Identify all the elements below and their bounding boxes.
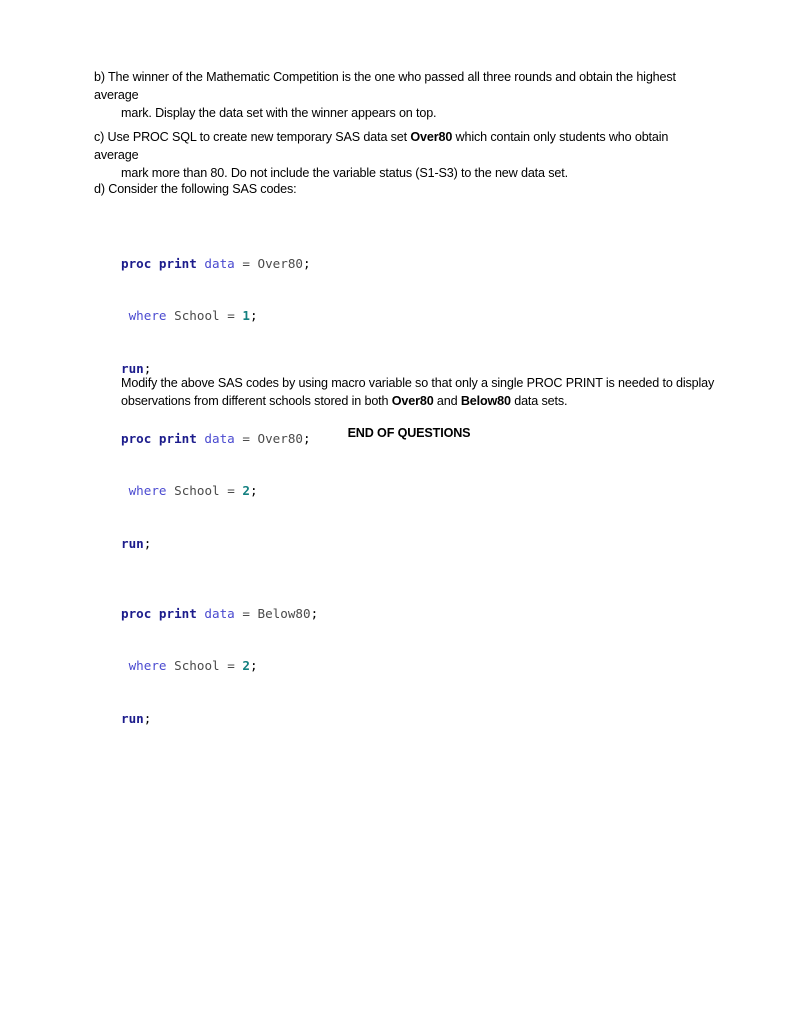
- code-where-keyword: where: [128, 308, 167, 323]
- code-data-option: data: [204, 255, 235, 271]
- code-line-run: [121, 535, 318, 553]
- code-equals: =: [234, 605, 258, 621]
- code-data-option: data: [204, 430, 235, 446]
- code-semicolon: ;: [249, 483, 258, 498]
- code-school-variable: School: [174, 308, 220, 323]
- code-proc-keyword: proc print: [121, 605, 197, 621]
- code-semicolon: ;: [310, 605, 319, 621]
- question-b-line2: mark. Display the data set with the winner appears on top.: [121, 106, 437, 120]
- code-line-proc-print: [121, 605, 318, 623]
- code-dataset-name: Over80: [257, 430, 304, 446]
- code-line-where: [121, 307, 318, 325]
- code-equals: =: [219, 483, 243, 498]
- modify-instruction: [121, 374, 721, 410]
- code-run-keyword: run: [121, 360, 144, 376]
- code-dataset-name: Below80: [257, 605, 311, 621]
- code-where-keyword: where: [128, 658, 167, 673]
- code-semicolon: ;: [143, 535, 152, 551]
- question-c-dataset-name: Over80: [410, 130, 453, 144]
- modify-dataset-over80: Over80: [391, 394, 434, 408]
- code-line-where: [121, 482, 318, 500]
- question-d: [94, 180, 704, 198]
- code-semicolon: ;: [303, 430, 311, 446]
- end-of-questions: END OF QUESTIONS: [347, 426, 471, 440]
- code-equals: =: [219, 308, 243, 323]
- code-line-proc-print: [121, 255, 318, 273]
- code-equals: =: [234, 255, 258, 271]
- code-data-option: data: [204, 605, 235, 621]
- code-school-variable: School: [174, 483, 220, 498]
- code-line-where: [121, 657, 318, 675]
- code-semicolon: ;: [303, 255, 311, 271]
- modify-dataset-below80: Below80: [460, 394, 511, 408]
- question-d-intro: d) Consider the following SAS codes:: [94, 182, 297, 196]
- code-line-run: [121, 710, 318, 728]
- code-where-keyword: where: [128, 483, 167, 498]
- modify-text-mid: and: [433, 394, 461, 408]
- code-school-number: 2: [242, 483, 250, 498]
- question-b-line1: b) The winner of the Mathematic Competition is the one who passed all three rounds and obtain the highest average: [94, 70, 676, 102]
- code-semicolon: ;: [143, 360, 152, 376]
- code-school-number: 1: [242, 308, 250, 323]
- code-semicolon: ;: [249, 658, 258, 673]
- code-school-variable: School: [174, 658, 220, 673]
- sas-code-block: [121, 202, 318, 762]
- question-c-line1-pre: c) Use PROC SQL to create new temporary SAS data set: [94, 130, 411, 144]
- code-semicolon: ;: [143, 710, 152, 726]
- question-b: [94, 68, 704, 122]
- code-equals: =: [234, 430, 258, 446]
- code-equals: =: [219, 658, 243, 673]
- question-c-line2: mark more than 80. Do not include the variable status (S1-S3) to the new data set.: [121, 166, 568, 180]
- modify-text-pre: Modify the above SAS codes by using macro variable so that only a single PROC PRINT is needed to display observations from different schools stored in both: [121, 376, 715, 408]
- code-run-keyword: run: [121, 710, 144, 726]
- modify-text-post: data sets.: [510, 394, 568, 408]
- code-school-number: 2: [242, 658, 250, 673]
- code-proc-keyword: proc print: [121, 430, 197, 446]
- code-dataset-name: Over80: [257, 255, 304, 271]
- question-c-line1-post: which contain only students who obtain average: [94, 130, 669, 162]
- question-c: [94, 128, 704, 182]
- code-semicolon: ;: [249, 308, 258, 323]
- code-proc-keyword: proc print: [121, 255, 197, 271]
- code-run-keyword: run: [121, 535, 144, 551]
